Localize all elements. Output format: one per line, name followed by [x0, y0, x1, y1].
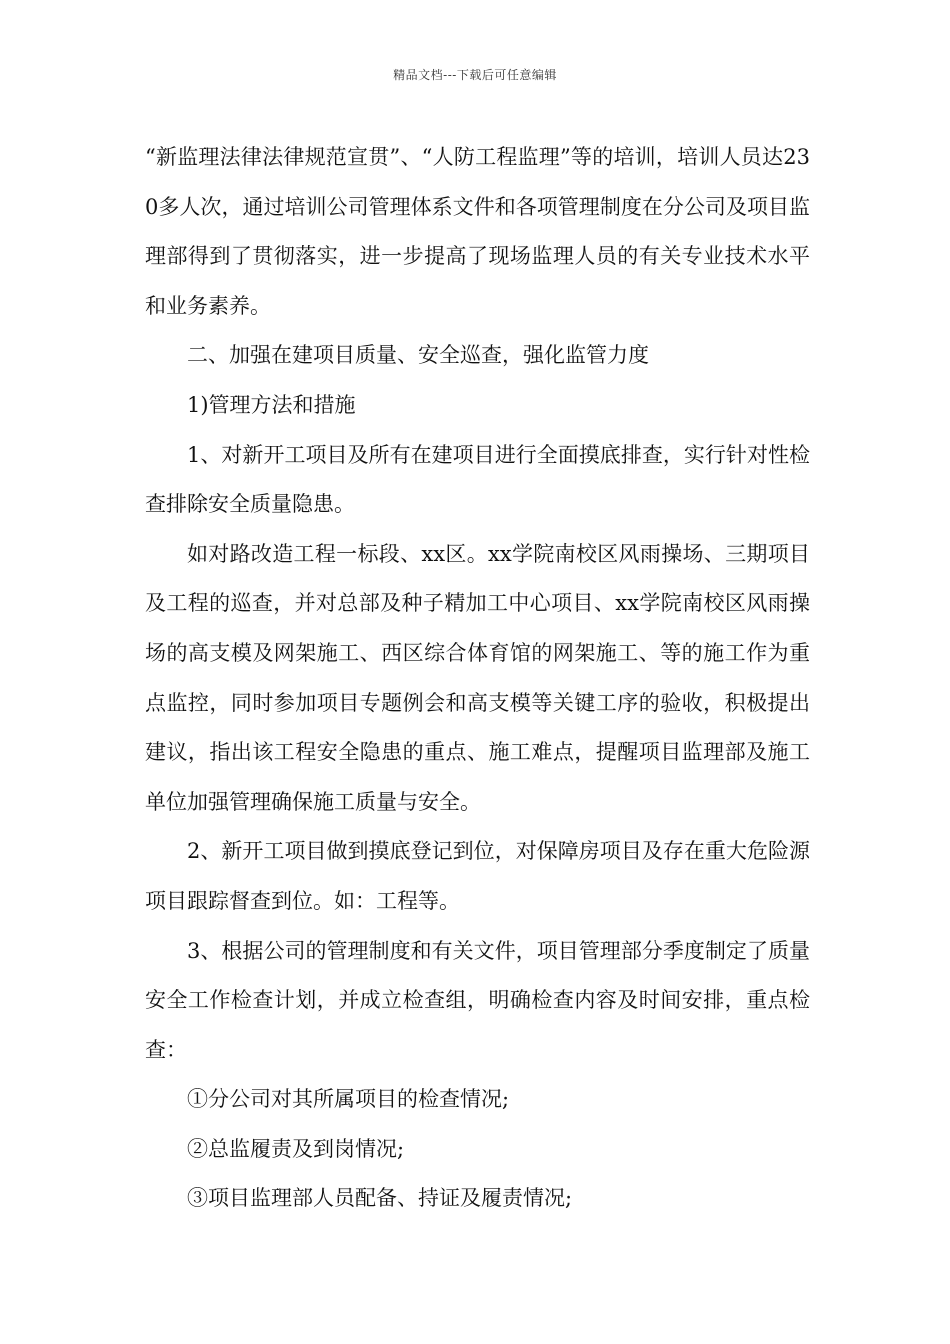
list-item-check-3: ③项目监理部人员配备、持证及履责情况;	[187, 1186, 573, 1211]
section-heading-inspection: 二、加强在建项目质量、安全巡查，强化监管力度	[187, 343, 649, 368]
paragraph-example-projects: 如对路改造工程一标段、xx区。xx学院南校区风雨操场、三期项目及工程的巡查，并对总部及种子精加工中心项目、xx学院南校区风雨操场的高支模及网架施工、西区综合体育馆的网架施工、等的施工作为重点监控，同时参加项目专题例会和高支模等关键工序的验收，积极提出建议，指出该工程安全隐患的重点、施工难点，提醒项目监理部及施工单位加强管理确保施工质量与安全。	[145, 541, 810, 814]
list-item-check-1: ①分公司对其所属项目的检查情况;	[187, 1087, 510, 1112]
paragraph-item-1: 1、对新开工项目及所有在建项目进行全面摸底排查，实行针对性检查排除安全质量隐患。	[145, 442, 810, 517]
paragraph-training: “新监理法律法律规范宣贯”、“人防工程监理”等的培训，培训人员达230多人次，通过培训公司管理体系文件和各项管理制度在分公司及项目监理部得到了贯彻落实，进一步提高了现场监理人员的有关专业技术水平和业务素养。	[145, 145, 810, 318]
page-header: 精品文档---下载后可任意编辑	[393, 68, 557, 82]
subheading-methods: 1)管理方法和措施	[187, 392, 356, 417]
list-item-check-2: ②总监履责及到岗情况;	[187, 1136, 405, 1161]
document-body	[145, 133, 810, 1224]
paragraph-item-2: 2、新开工项目做到摸底登记到位，对保障房项目及存在重大危险源项目跟踪督查到位。如：工程等。	[145, 839, 810, 913]
paragraph-item-3: 3、根据公司的管理制度和有关文件，项目管理部分季度制定了质量安全工作检查计划，并成立检查组，明确检查内容及时间安排，重点检查：	[145, 938, 810, 1062]
